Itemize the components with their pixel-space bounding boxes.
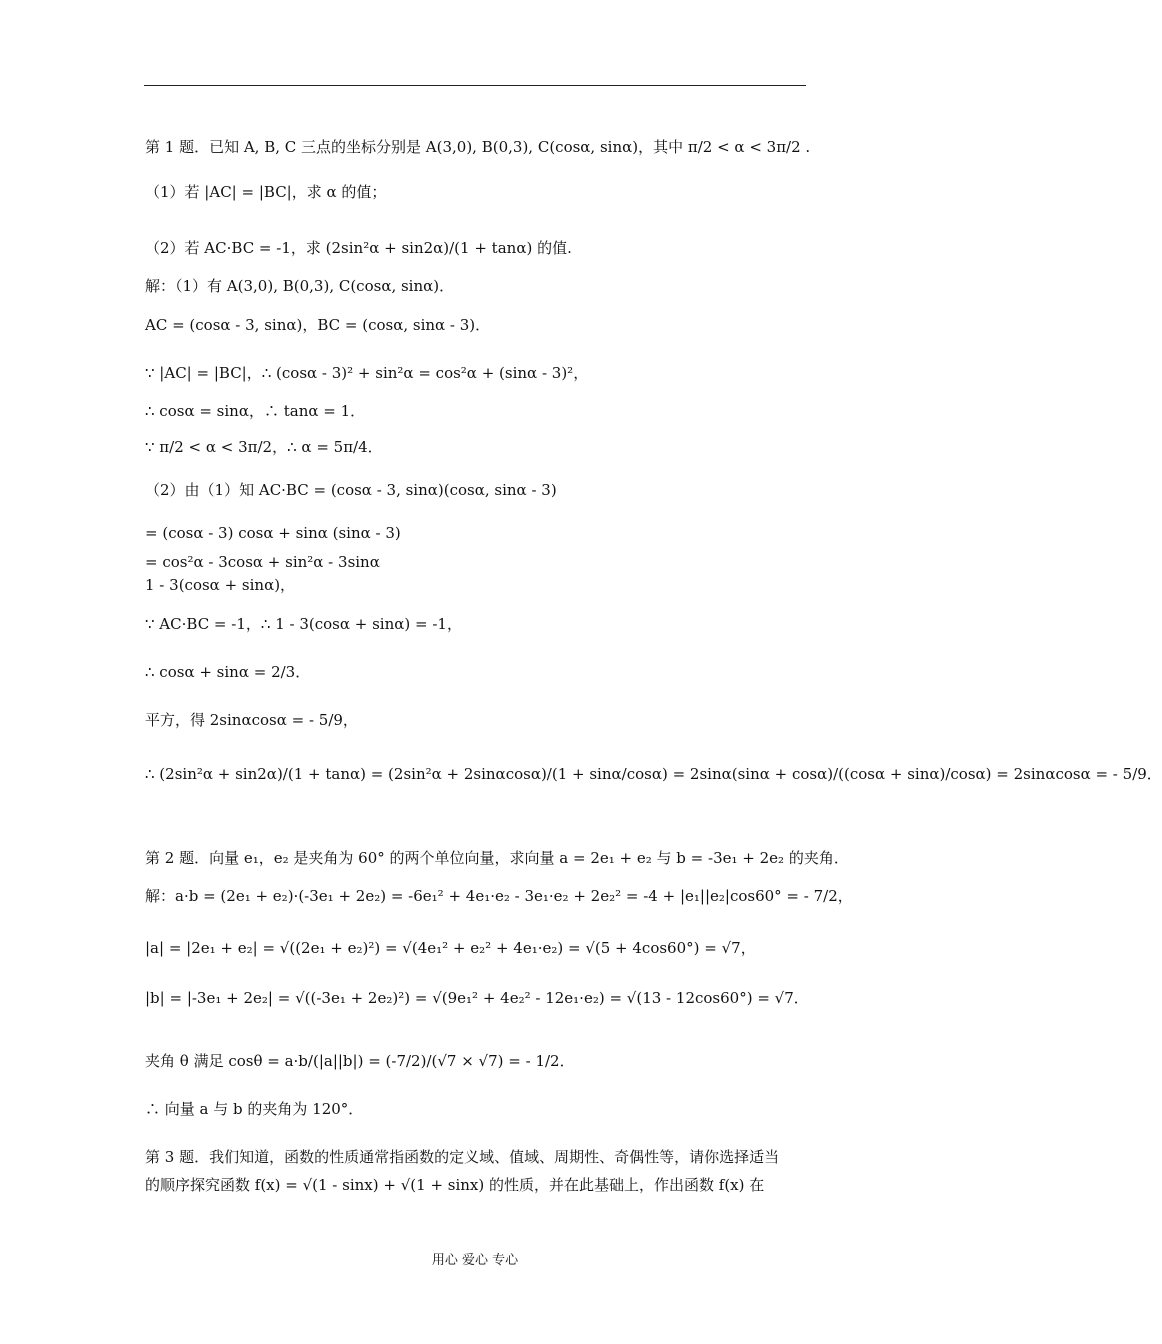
text-line: 第 1 题．已知 A, B, C 三点的坐标分别是 A(3,0), B(0,3), C(cosα, sinα)，其中 π/2 < α < 3π/2 . <box>145 138 811 156</box>
text-line: AC = (cosα - 3, sinα)，BC = (cosα, sinα - 3)． <box>145 316 491 334</box>
text-line: （1）若 |AC| = |BC|，求 α 的值； <box>145 183 387 201</box>
text-line: （2）若 AC·BC = -1，求 (2sin²α + sin2α)/(1 + tanα) 的值. <box>145 239 572 257</box>
text-line: ∵ AC·BC = -1，∴ 1 - 3(cosα + sinα) = -1， <box>145 615 462 633</box>
text-line: ∴ (2sin²α + sin2α)/(1 + tanα) = (2sin²α + 2sinαcosα)/(1 + sinα/cosα) = 2sinα(sinα + cosα)/((cosα + sinα)/cosα) = 2sinαcosα = - 5/9． <box>145 765 1162 783</box>
text-line: ∵ π/2 < α < 3π/2，∴ α = 5π/4． <box>145 438 383 456</box>
text-line: 解：a·b = (2e₁ + e₂)·(-3e₁ + 2e₂) = -6e₁² + 4e₁·e₂ - 3e₁·e₂ + 2e₂² = -4 + |e₁||e₂|cos60° = - 7/2， <box>145 887 853 905</box>
text-line: = cos²α - 3cosα + sin²α - 3sinα <box>145 553 380 571</box>
text-line: （2）由（1）知 AC·BC = (cosα - 3, sinα)(cosα, sinα - 3) <box>145 481 557 499</box>
text-line: 第 2 题．向量 e₁，e₂ 是夹角为 60° 的两个单位向量，求向量 a = 2e₁ + e₂ 与 b = -3e₁ + 2e₂ 的夹角． <box>145 849 849 867</box>
text-line: 夹角 θ 满足 cosθ = a·b/(|a||b|) = (-7/2)/(√7 × √7) = - 1/2． <box>145 1052 575 1070</box>
text-line: ∴ 向量 a 与 b 的夹角为 120°． <box>145 1100 364 1118</box>
text-line: ∵ |AC| = |BC|，∴ (cosα - 3)² + sin²α = cos²α + (sinα - 3)²， <box>145 364 589 382</box>
text-line: |a| = |2e₁ + e₂| = √((2e₁ + e₂)²) = √(4e₁² + e₂² + 4e₁·e₂) = √(5 + 4cos60°) = √7， <box>145 939 756 957</box>
page-footer: 用心 爱心 专心 <box>431 1253 519 1268</box>
text-line: |b| = |-3e₁ + 2e₂| = √((-3e₁ + 2e₂)²) = √(9e₁² + 4e₂² - 12e₁·e₂) = √(13 - 12cos60°) = √7． <box>145 989 809 1007</box>
text-line: 的顺序探究函数 f(x) = √(1 - sinx) + √(1 + sinx) 的性质，并在此基础上，作出函数 f(x) 在 <box>145 1176 765 1194</box>
header-rule <box>144 85 806 86</box>
text-line: 解：（1）有 A(3,0), B(0,3), C(cosα, sinα)． <box>145 277 455 295</box>
text-line: 第 3 题．我们知道，函数的性质通常指函数的定义域、值域、周期性、奇偶性等，请你选择适当 <box>145 1148 780 1166</box>
text-line: 1 - 3(cosα + sinα)， <box>145 576 296 594</box>
text-line: ∴ cosα = sinα，∴ tanα = 1． <box>145 402 366 420</box>
text-line: = (cosα - 3) cosα + sinα (sinα - 3) <box>145 524 401 542</box>
text-line: ∴ cosα + sinα = 2/3． <box>145 663 311 681</box>
text-line: 平方，得 2sinαcosα = - 5/9， <box>145 711 358 729</box>
